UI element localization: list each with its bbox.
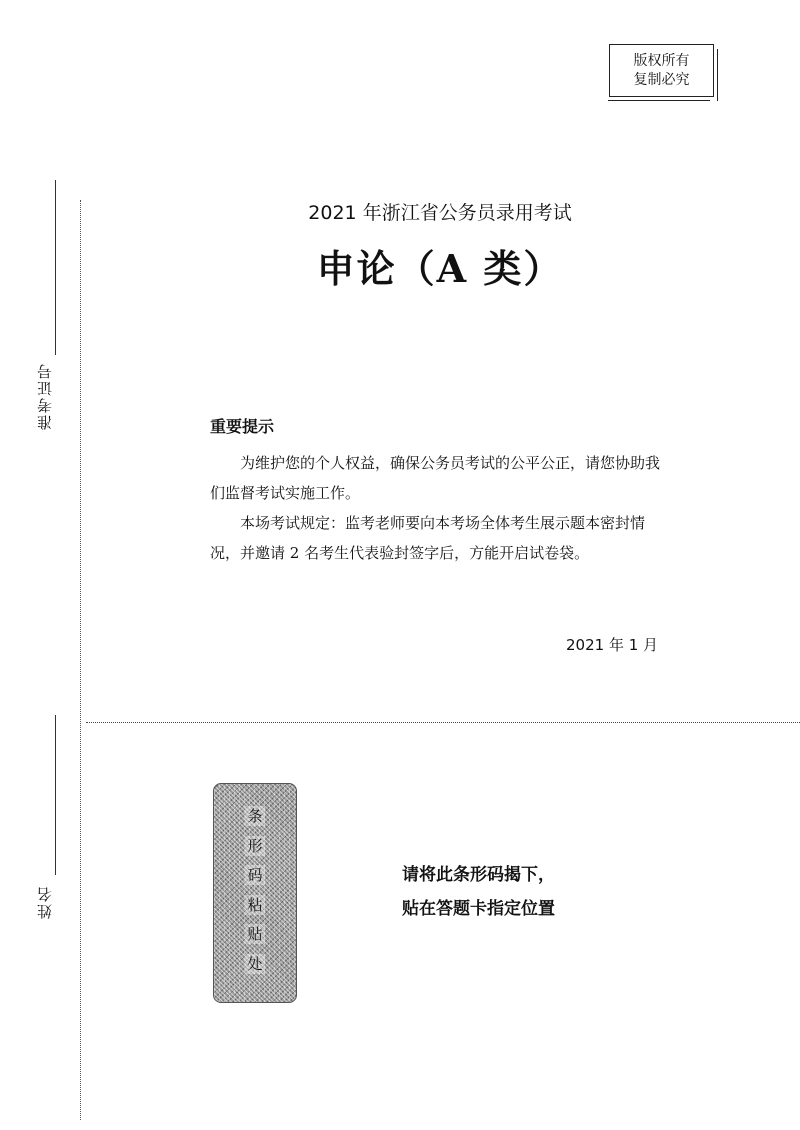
barcode-sticker <box>213 783 297 1003</box>
barcode-label <box>232 806 278 974</box>
notice-body <box>210 448 670 568</box>
notice-paragraph: 本场考试规定：监考老师要向本考场全体考生展示题本密封情况，并邀请 2 名考生代表验封签字后，方能开启试卷袋。 <box>210 514 646 562</box>
notice-date: 2021 年 1 月 <box>566 636 659 654</box>
barcode-instruction <box>402 858 555 926</box>
name-label: 姓名 <box>36 885 54 919</box>
barcode-char: 条 <box>247 807 263 825</box>
barcode-char: 码 <box>247 866 263 885</box>
binding-dashed-line <box>80 200 81 1120</box>
barcode-char: 形 <box>247 836 263 855</box>
barcode-instruction-line-2: 贴在答题卡指定位置 <box>402 899 555 919</box>
notice-heading: 重要提示 <box>210 417 275 436</box>
tear-off-dotted-line <box>86 722 800 723</box>
barcode-char: 粘 <box>247 895 263 914</box>
notice-paragraph: 为维护您的个人权益，确保公务员考试的公平公正，请您协助我们监督考试实施工作。 <box>210 454 661 502</box>
exam-title: 申论（A 类） <box>316 246 564 291</box>
barcode-char: 贴 <box>247 925 263 944</box>
copyright-stamp <box>609 44 714 97</box>
barcode-char: 处 <box>247 954 263 973</box>
name-write-line <box>55 715 56 875</box>
barcode-instruction-line-1: 请将此条形码揭下， <box>402 865 555 885</box>
id-number-label: 准考证号 <box>36 362 54 430</box>
exam-subtitle: 2021 年浙江省公务员录用考试 <box>308 202 572 224</box>
copyright-line-2: 复制必究 <box>633 71 690 88</box>
copyright-line-1: 版权所有 <box>633 52 690 69</box>
